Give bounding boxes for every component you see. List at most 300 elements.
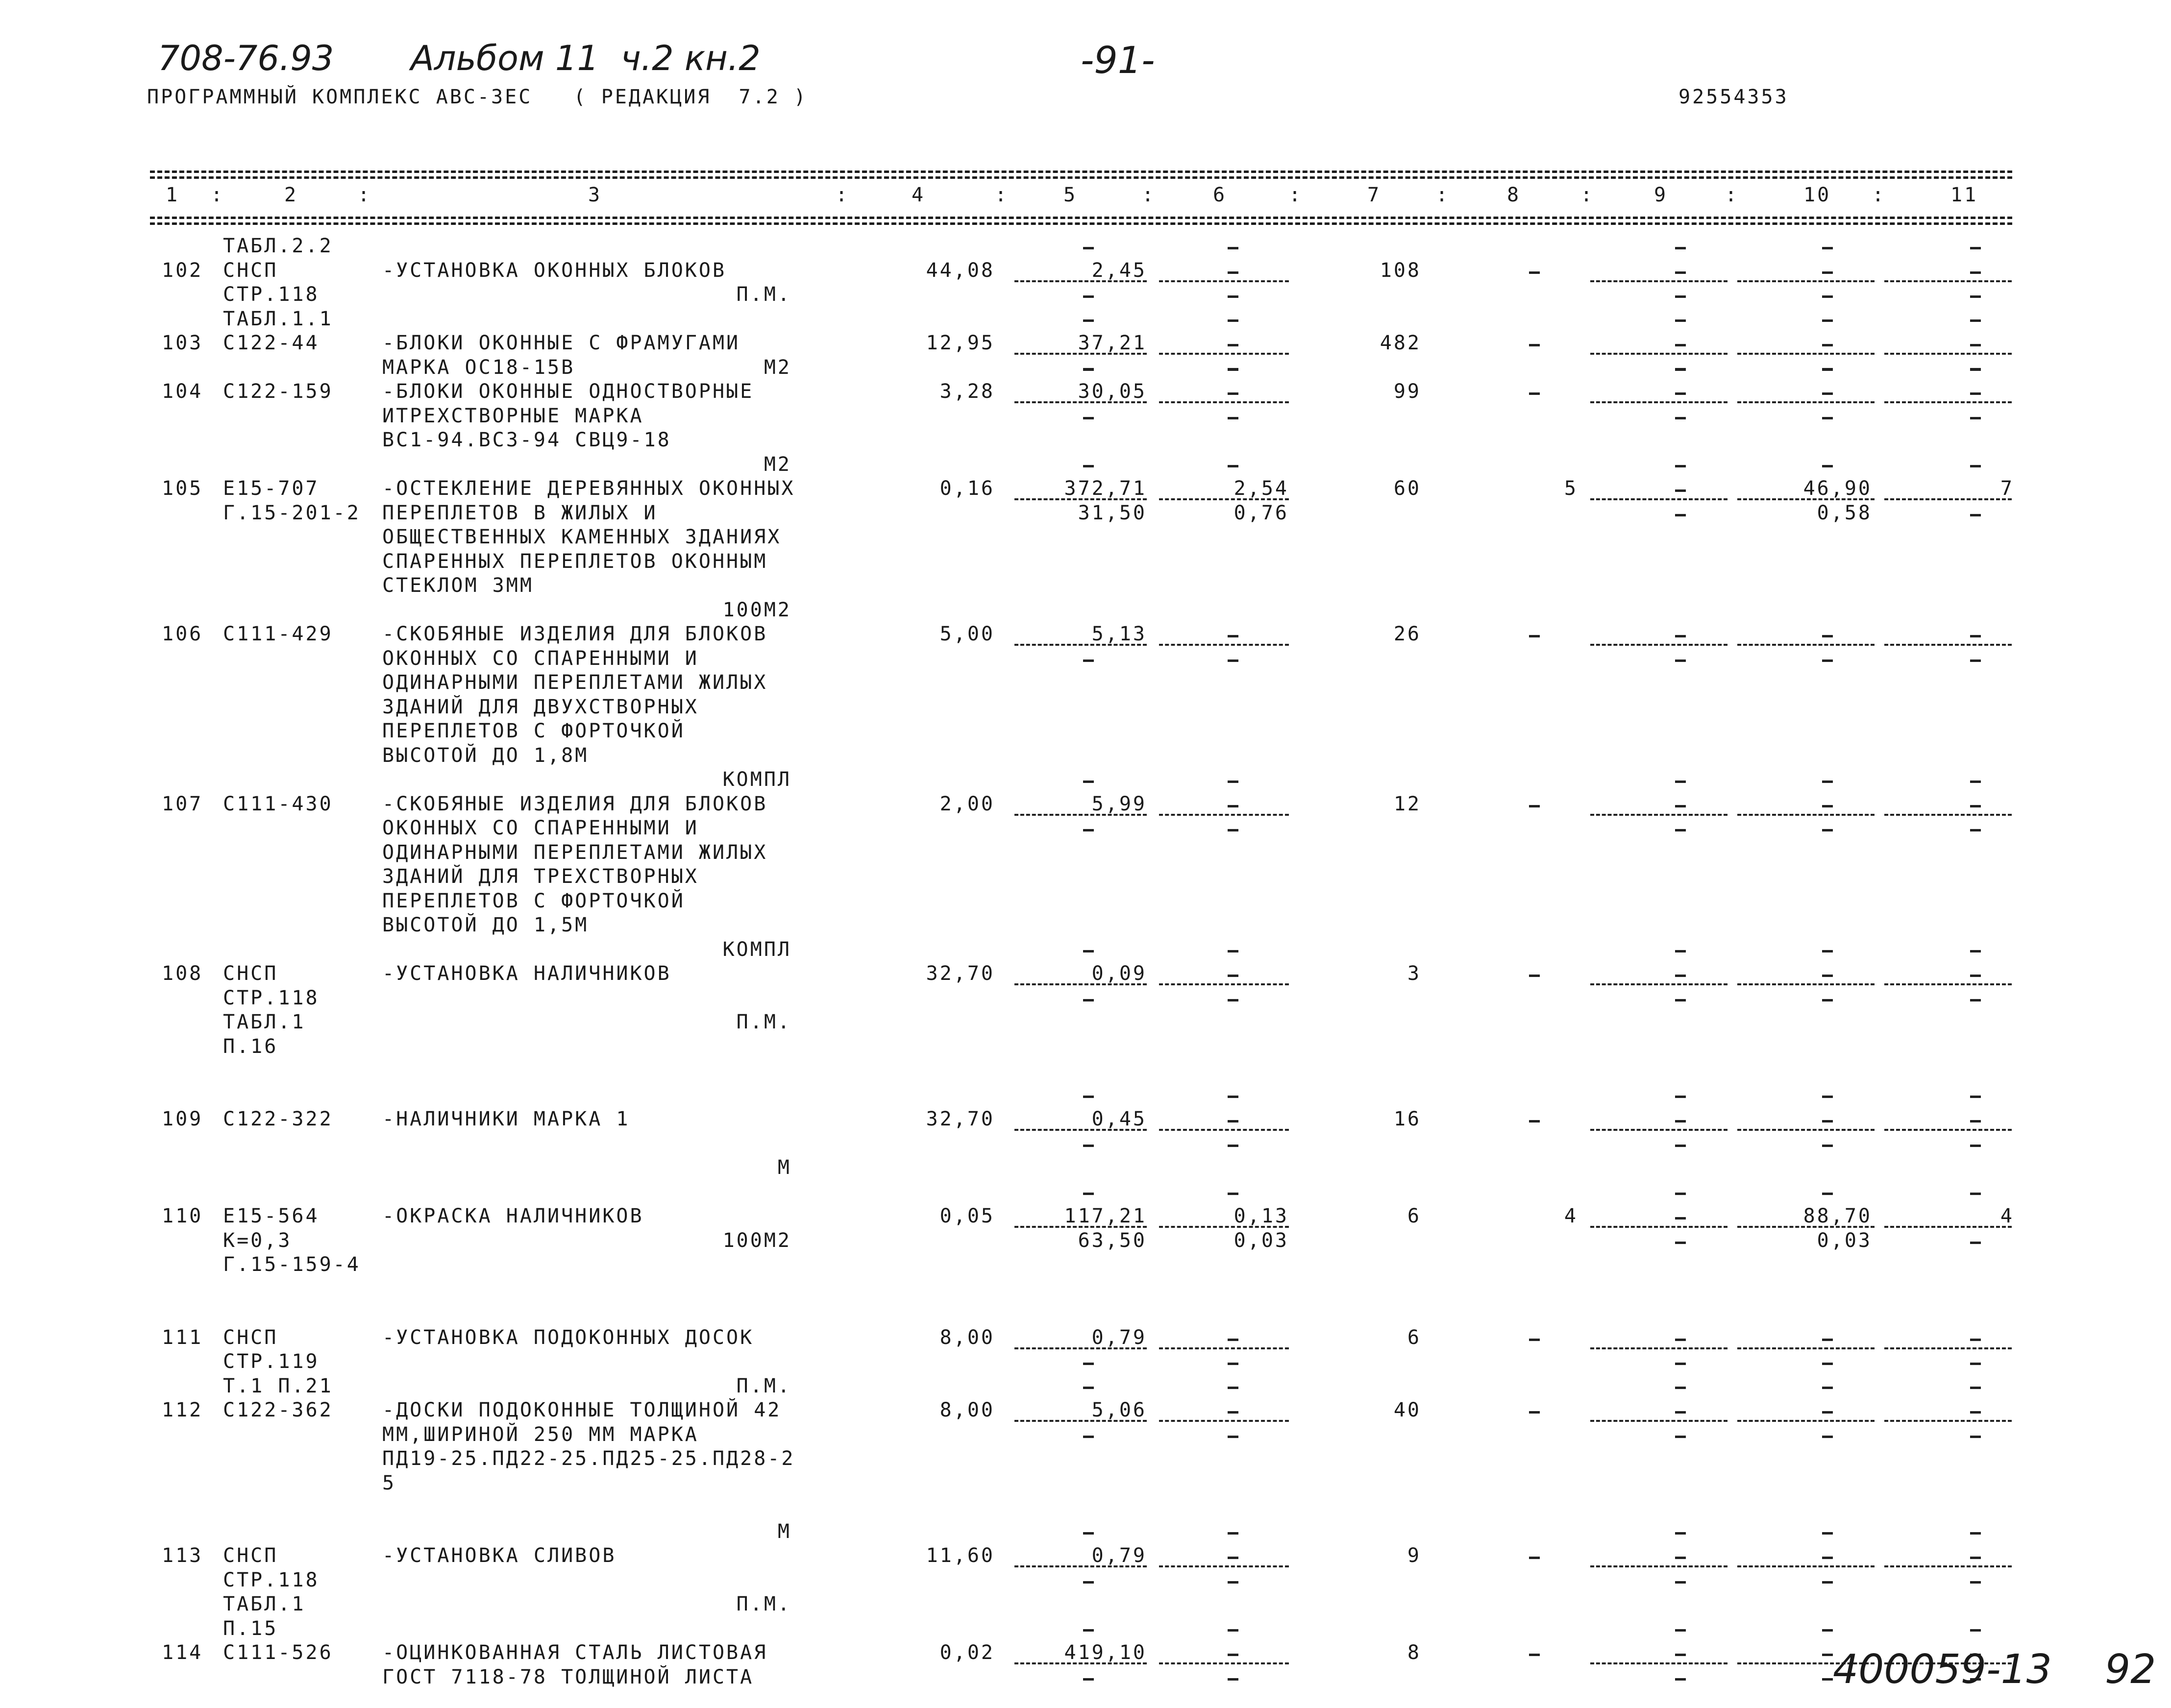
cell-c7: 12 [1393, 792, 1421, 815]
empty-mark [1675, 1654, 1686, 1656]
cell-rule [1590, 1129, 1727, 1131]
column-separator: : [358, 184, 372, 206]
cell-c7: 16 [1393, 1108, 1421, 1130]
empty-mark [1970, 1411, 1981, 1414]
empty-mark [1675, 1096, 1686, 1098]
cell-c6b: 0,76 [1234, 501, 1289, 524]
cell-c5: 5,13 [1091, 623, 1147, 645]
row-description: ВЫСОТОЙ ДО 1,5М [382, 914, 589, 936]
cell-c7: 482 [1380, 332, 1421, 354]
cell-c5: 419,10 [1064, 1641, 1147, 1664]
cell-rule [1014, 1129, 1147, 1131]
empty-mark [1822, 295, 1833, 298]
cell-c7: 108 [1380, 259, 1421, 282]
cell-rule [1590, 644, 1727, 646]
empty-mark [1675, 805, 1686, 807]
row-code: СТР.118 [223, 986, 320, 1009]
cell-c8: 4 [1564, 1205, 1578, 1227]
cell-rule [1014, 498, 1147, 500]
row-description: ПЕРЕПЛЕТОВ В ЖИЛЫХ И [382, 501, 658, 524]
empty-mark [1228, 805, 1238, 807]
empty-mark [1822, 247, 1833, 249]
header-bottom-rule [150, 217, 2012, 219]
cell-c7: 9 [1407, 1544, 1421, 1567]
empty-mark [1083, 247, 1094, 249]
cell-rule [1014, 983, 1147, 985]
empty-mark [1675, 295, 1686, 298]
row-description: ВЫСОТОЙ ДО 1,8М [382, 744, 589, 767]
empty-mark [1083, 319, 1094, 322]
row-number: 105 [162, 477, 203, 500]
cell-c10b: 0,03 [1817, 1229, 1872, 1252]
cell-rule [1014, 1420, 1147, 1422]
empty-mark [1970, 1339, 1981, 1341]
empty-mark [1970, 635, 1981, 637]
empty-mark [1970, 1532, 1981, 1535]
cell-c8: 5 [1564, 477, 1578, 500]
empty-mark [1675, 1339, 1686, 1341]
empty-mark [1822, 805, 1833, 807]
cell-c10: 46,90 [1803, 477, 1872, 500]
program-name: ПРОГРАММНЫЙ КОМПЛЕКС АВС-3ЕС ( РЕДАКЦИЯ 7.2 ) [147, 86, 808, 108]
cell-rule [1590, 280, 1727, 282]
empty-mark [1970, 829, 1981, 831]
empty-mark [1228, 659, 1238, 662]
column-header: 7 [1367, 184, 1382, 206]
row-description: ПЕРЕПЛЕТОВ С ФОРТОЧКОЙ [382, 720, 685, 742]
row-description: ГОСТ 7118-78 ТОЛЩИНОЙ ЛИСТА [382, 1665, 754, 1688]
row-unit: П.М. [736, 1011, 791, 1033]
column-header: 6 [1213, 184, 1227, 206]
empty-mark [1970, 1581, 1981, 1584]
row-number: 111 [162, 1326, 203, 1349]
cell-c10: 88,70 [1803, 1205, 1872, 1227]
cell-rule [1159, 644, 1289, 646]
cell-rule [1884, 983, 2012, 985]
empty-mark [1822, 1557, 1833, 1559]
empty-mark [1228, 465, 1238, 467]
empty-mark [1970, 1145, 1981, 1147]
empty-mark [1228, 1411, 1238, 1414]
column-header: 3 [588, 184, 602, 206]
empty-mark [1822, 417, 1833, 419]
album-label: Альбом 11 ч.2 кн.2 [411, 38, 761, 78]
empty-mark [1675, 1242, 1686, 1244]
cell-c4: 44,08 [926, 259, 995, 282]
row-code: СНСП [223, 259, 278, 282]
cell-rule [1590, 1420, 1727, 1422]
empty-mark [1970, 1557, 1981, 1559]
cell-c11: 7 [2000, 477, 2014, 500]
column-header: 9 [1654, 184, 1668, 206]
cell-rule [1737, 280, 1875, 282]
cell-rule [1590, 814, 1727, 816]
cell-c5: 0,79 [1091, 1544, 1147, 1567]
cell-c4: 32,70 [926, 962, 995, 985]
empty-mark [1529, 1411, 1540, 1414]
cell-c5: 0,45 [1091, 1108, 1147, 1130]
cell-rule [1737, 1347, 1875, 1349]
document-number: 92554353 [1678, 86, 1789, 108]
cell-rule [1737, 814, 1875, 816]
row-description: ПД19-25.ПД22-25.ПД25-25.ПД28-2 [382, 1447, 795, 1470]
cell-rule [1884, 1347, 2012, 1349]
empty-mark [1228, 1363, 1238, 1365]
column-separator: : [1142, 184, 1156, 206]
cell-rule [1014, 353, 1147, 355]
row-unit: П.М. [736, 283, 791, 306]
empty-mark [1970, 805, 1981, 807]
cell-c5: 0,09 [1091, 962, 1147, 985]
page-mark: -91- [1081, 38, 1155, 82]
row-description: -БЛОКИ ОКОННЫЕ С ФРАМУГАМИ [382, 332, 740, 354]
empty-mark [1822, 1339, 1833, 1341]
column-header: 8 [1507, 184, 1521, 206]
empty-mark [1675, 514, 1686, 516]
empty-mark [1970, 1436, 1981, 1438]
empty-mark [1228, 1532, 1238, 1535]
cell-rule [1159, 1129, 1289, 1131]
cell-rule [1014, 814, 1147, 816]
cell-rule [1884, 814, 2012, 816]
empty-mark [1228, 635, 1238, 637]
column-separator: : [1872, 184, 1886, 206]
row-code: СНСП [223, 1544, 278, 1567]
empty-mark [1529, 392, 1540, 395]
empty-mark [1083, 950, 1094, 952]
empty-mark [1228, 1654, 1238, 1656]
cell-rule [1737, 498, 1875, 500]
empty-mark [1228, 1581, 1238, 1584]
empty-mark [1228, 781, 1238, 783]
cell-c5: 2,45 [1091, 259, 1147, 282]
cell-rule [1159, 1662, 1289, 1664]
cell-c6b: 0,03 [1234, 1229, 1289, 1252]
cell-c7: 60 [1393, 477, 1421, 500]
cell-c7: 3 [1407, 962, 1421, 985]
column-separator: : [1436, 184, 1450, 206]
cell-c5: 37,21 [1078, 332, 1147, 354]
empty-mark [1970, 1387, 1981, 1389]
row-description: -УСТАНОВКА ПОДОКОННЫХ ДОСОК [382, 1326, 754, 1349]
cell-c7: 26 [1393, 623, 1421, 645]
cell-c7: 6 [1407, 1326, 1421, 1349]
empty-mark [1970, 465, 1981, 467]
empty-mark [1970, 1120, 1981, 1122]
row-code: Е15-707 [223, 477, 320, 500]
empty-mark [1083, 1581, 1094, 1584]
empty-mark [1083, 1096, 1094, 1098]
empty-mark [1970, 1242, 1981, 1244]
cell-c4: 0,16 [939, 477, 995, 500]
column-separator: : [1580, 184, 1595, 206]
column-header: 1 [166, 184, 180, 206]
empty-mark [1822, 1387, 1833, 1389]
empty-mark [1970, 295, 1981, 298]
column-header: 10 [1803, 184, 1831, 206]
empty-mark [1228, 1145, 1238, 1147]
empty-mark [1228, 319, 1238, 322]
empty-mark [1228, 950, 1238, 952]
empty-mark [1970, 950, 1981, 952]
empty-mark [1675, 1411, 1686, 1414]
row-description: -ДОСКИ ПОДОКОННЫЕ ТОЛЩИНОЙ 42 [382, 1399, 782, 1421]
cell-rule [1159, 401, 1289, 403]
empty-mark [1083, 999, 1094, 1001]
empty-mark [1529, 1654, 1540, 1656]
cell-rule [1884, 280, 2012, 282]
cell-rule [1159, 498, 1289, 500]
cell-rule [1884, 1129, 2012, 1131]
empty-mark [1228, 247, 1238, 249]
empty-mark [1970, 659, 1981, 662]
cell-rule [1159, 814, 1289, 816]
empty-mark [1675, 1678, 1686, 1681]
row-number: 109 [162, 1108, 203, 1130]
empty-mark [1675, 1120, 1686, 1122]
column-separator: : [836, 184, 850, 206]
row-unit: КОМПЛ [722, 938, 791, 961]
cell-rule [1014, 1662, 1147, 1664]
row-number: 102 [162, 259, 203, 282]
empty-mark [1083, 1629, 1094, 1632]
row-code: ТАБЛ.2.2 [223, 235, 333, 257]
row-code: СТР.118 [223, 1568, 320, 1591]
row-number: 107 [162, 792, 203, 815]
row-code: Е15-564 [223, 1205, 320, 1227]
row-code: СНСП [223, 962, 278, 985]
empty-mark [1529, 271, 1540, 274]
empty-mark [1822, 635, 1833, 637]
empty-mark [1970, 417, 1981, 419]
empty-mark [1822, 1532, 1833, 1535]
row-description: -УСТАНОВКА НАЛИЧНИКОВ [382, 962, 671, 985]
empty-mark [1228, 1557, 1238, 1559]
cell-c5: 30,05 [1078, 380, 1147, 403]
row-description: -СКОБЯНЫЕ ИЗДЕЛИЯ ДЛЯ БЛОКОВ [382, 792, 768, 815]
cell-c4: 11,60 [926, 1544, 995, 1567]
cell-c5: 117,21 [1064, 1205, 1147, 1227]
empty-mark [1822, 1581, 1833, 1584]
row-description: ОДИНАРНЫМИ ПЕРЕПЛЕТАМИ ЖИЛЫХ [382, 671, 768, 694]
cell-rule [1590, 1662, 1727, 1664]
row-code: С122-159 [223, 380, 333, 403]
empty-mark [1822, 999, 1833, 1001]
cell-rule [1014, 280, 1147, 282]
empty-mark [1529, 1120, 1540, 1122]
empty-mark [1675, 489, 1686, 492]
cell-rule [1590, 1226, 1727, 1228]
row-number: 112 [162, 1399, 203, 1421]
cell-rule [1159, 983, 1289, 985]
empty-mark [1228, 344, 1238, 346]
cell-c4: 32,70 [926, 1108, 995, 1130]
empty-mark [1675, 999, 1686, 1001]
cell-rule [1014, 1565, 1147, 1567]
cell-rule [1590, 1347, 1727, 1349]
empty-mark [1529, 344, 1540, 346]
cell-rule [1014, 401, 1147, 403]
empty-mark [1822, 1411, 1833, 1414]
cell-rule [1884, 644, 2012, 646]
row-code: Г.15-159-4 [223, 1253, 361, 1276]
empty-mark [1228, 999, 1238, 1001]
column-header: 2 [284, 184, 298, 206]
empty-mark [1970, 999, 1981, 1001]
empty-mark [1675, 781, 1686, 783]
empty-mark [1675, 1557, 1686, 1559]
column-header: 5 [1063, 184, 1078, 206]
empty-mark [1083, 829, 1094, 831]
cell-c5: 5,99 [1091, 792, 1147, 815]
empty-mark [1083, 417, 1094, 419]
row-unit: П.М. [736, 1374, 791, 1397]
row-description: -НАЛИЧНИКИ МАРКА 1 [382, 1108, 630, 1130]
row-code: С122-44 [223, 332, 320, 354]
row-code: С122-322 [223, 1108, 333, 1130]
row-code: ТАБЛ.1 [223, 1593, 306, 1615]
cell-rule [1014, 1347, 1147, 1349]
cell-rule [1737, 1226, 1875, 1228]
cell-rule [1159, 280, 1289, 282]
cell-rule [1884, 1226, 2012, 1228]
empty-mark [1083, 465, 1094, 467]
cell-rule [1590, 1565, 1727, 1567]
row-description: -ОКРАСКА НАЛИЧНИКОВ [382, 1205, 644, 1227]
doc-code: 708-76.93 [158, 38, 334, 78]
empty-mark [1228, 368, 1238, 370]
empty-mark [1970, 1193, 1981, 1195]
stamp-number: 400059-13 [1833, 1646, 2052, 1693]
empty-mark [1228, 295, 1238, 298]
empty-mark [1228, 392, 1238, 395]
cell-c5: 372,71 [1064, 477, 1147, 500]
row-description: -УСТАНОВКА СЛИВОВ [382, 1544, 617, 1567]
row-description: ИТРЕХСТВОРНЫЕ МАРКА [382, 404, 644, 427]
empty-mark [1675, 417, 1686, 419]
empty-mark [1970, 368, 1981, 370]
row-description: СТЕКЛОМ 3ММ [382, 574, 534, 597]
cell-c6: 0,13 [1234, 1205, 1289, 1227]
empty-mark [1822, 1193, 1833, 1195]
row-unit: М [777, 1520, 791, 1543]
cell-c4: 8,00 [939, 1399, 995, 1421]
empty-mark [1228, 1120, 1238, 1122]
empty-mark [1970, 514, 1981, 516]
cell-rule [1590, 498, 1727, 500]
row-number: 113 [162, 1544, 203, 1567]
row-code: СТР.118 [223, 283, 320, 306]
empty-mark [1822, 781, 1833, 783]
row-unit: М [777, 1156, 791, 1179]
empty-mark [1970, 1096, 1981, 1098]
empty-mark [1822, 950, 1833, 952]
row-unit: П.М. [736, 1593, 791, 1615]
empty-mark [1228, 1193, 1238, 1195]
row-unit: М2 [764, 356, 791, 379]
row-description: 5 [382, 1471, 396, 1494]
empty-mark [1083, 1145, 1094, 1147]
row-unit: 100М2 [722, 1229, 791, 1252]
cell-rule [1737, 1129, 1875, 1131]
empty-mark [1529, 635, 1540, 637]
empty-mark [1083, 781, 1094, 783]
cell-rule [1737, 401, 1875, 403]
row-code: К=0,3 [223, 1229, 292, 1252]
cell-rule [1737, 1420, 1875, 1422]
cell-rule [1159, 1226, 1289, 1228]
cell-c4: 2,00 [939, 792, 995, 815]
empty-mark [1822, 319, 1833, 322]
cell-rule [1884, 1420, 2012, 1422]
row-number: 106 [162, 623, 203, 645]
row-description: ОКОННЫХ СО СПАРЕННЫМИ И [382, 817, 699, 839]
cell-c6: 2,54 [1234, 477, 1289, 500]
row-code: П.16 [223, 1035, 278, 1058]
empty-mark [1822, 1654, 1833, 1656]
empty-mark [1083, 659, 1094, 662]
cell-rule [1590, 353, 1727, 355]
cell-c11: 4 [2000, 1205, 2014, 1227]
empty-mark [1675, 1387, 1686, 1389]
row-code: С111-526 [223, 1641, 333, 1664]
empty-mark [1822, 1120, 1833, 1122]
cell-c5: 5,06 [1091, 1399, 1147, 1421]
row-number: 103 [162, 332, 203, 354]
empty-mark [1822, 271, 1833, 274]
empty-mark [1822, 344, 1833, 346]
empty-mark [1228, 1387, 1238, 1389]
cell-rule [1884, 401, 2012, 403]
cell-c7: 8 [1407, 1641, 1421, 1664]
cell-rule [1014, 1226, 1147, 1228]
empty-mark [1822, 829, 1833, 831]
cell-rule [1159, 1420, 1289, 1422]
empty-mark [1822, 392, 1833, 395]
table-top-rule-2 [150, 176, 2012, 179]
empty-mark [1675, 247, 1686, 249]
cell-c4: 0,02 [939, 1641, 995, 1664]
cell-rule [1014, 644, 1147, 646]
empty-mark [1970, 247, 1981, 249]
cell-rule [1737, 983, 1875, 985]
row-description: ЗДАНИЙ ДЛЯ ТРЕХСТВОРНЫХ [382, 865, 699, 888]
empty-mark [1822, 975, 1833, 977]
cell-rule [1737, 353, 1875, 355]
cell-rule [1737, 1565, 1875, 1567]
row-description: -ОСТЕКЛЕНИЕ ДЕРЕВЯННЫХ ОКОННЫХ [382, 477, 795, 500]
empty-mark [1675, 465, 1686, 467]
row-unit: М2 [764, 453, 791, 476]
empty-mark [1675, 975, 1686, 977]
column-separator: : [211, 184, 225, 206]
empty-mark [1675, 319, 1686, 322]
row-number: 104 [162, 380, 203, 403]
row-description: МАРКА ОС18-15В [382, 356, 575, 379]
empty-mark [1228, 1339, 1238, 1341]
empty-mark [1822, 1096, 1833, 1098]
column-header: 4 [912, 184, 926, 206]
cell-c4: 5,00 [939, 623, 995, 645]
empty-mark [1675, 1436, 1686, 1438]
empty-mark [1970, 975, 1981, 977]
empty-mark [1675, 392, 1686, 395]
empty-mark [1228, 975, 1238, 977]
row-code: ТАБЛ.1.1 [223, 307, 333, 330]
empty-mark [1675, 1217, 1686, 1220]
cell-c4: 0,05 [939, 1205, 995, 1227]
row-unit: КОМПЛ [722, 768, 791, 791]
